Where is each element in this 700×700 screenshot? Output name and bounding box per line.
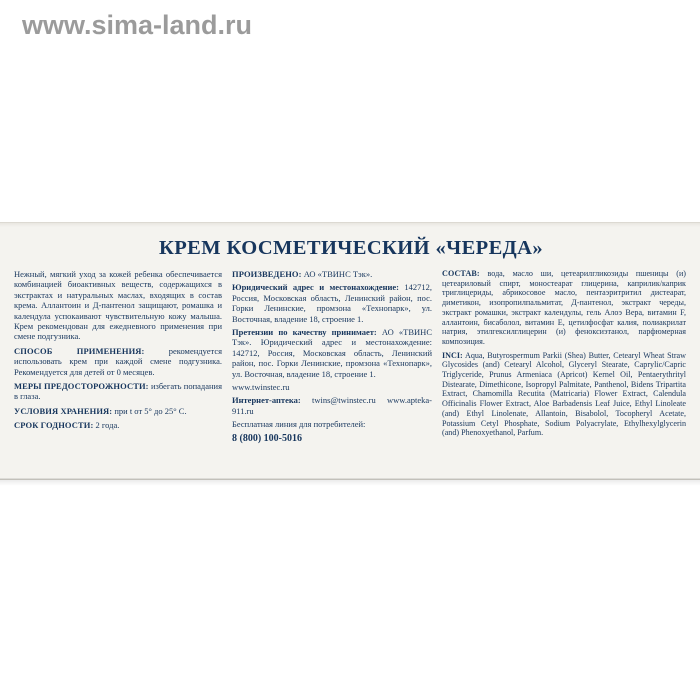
precautions-label: МЕРЫ ПРЕДОСТОРОЖНОСТИ: — [14, 381, 149, 392]
shelf-life-label: СРОК ГОДНОСТИ: — [14, 420, 94, 431]
intro-paragraph: Нежный, мягкий уход за кожей ребенка обеспечивается комбинацией биоактивных веществ, содержащихся в экстрактах и натуральных маслах, входящих в состав крема. Аллантоин и Д-пантенол защищают, ромашка и календула успокаивают чувствительную кожу малыша. Крем рекомендован для ежедневного применения при смене подгузника. — [14, 269, 222, 342]
usage-label: СПОСОБ ПРИМЕНЕНИЯ: — [14, 345, 145, 356]
manufacturer-paragraph — [232, 269, 432, 279]
label-bottom-shadow — [0, 478, 700, 486]
storage-paragraph — [14, 406, 222, 416]
inci-paragraph — [442, 351, 686, 438]
inci-label: INCI: — [442, 350, 463, 360]
label-column-composition — [442, 269, 686, 442]
website-text: www.twinstec.ru — [232, 382, 290, 393]
usage-paragraph — [14, 346, 222, 377]
composition-label: СОСТАВ: — [442, 269, 480, 278]
address-label: Юридический адрес и местонахождение: — [232, 282, 399, 293]
claims-paragraph — [232, 327, 432, 379]
address-paragraph — [232, 282, 432, 324]
label-column-manufacturer — [232, 269, 442, 445]
composition-paragraph — [442, 269, 686, 347]
label-column-description — [14, 269, 232, 435]
pharmacy-paragraph — [232, 395, 432, 416]
product-label-panel — [0, 222, 700, 480]
manufacturer-label: ПРОИЗВЕДЕНО: — [232, 269, 302, 279]
shelf-life-text: 2 года. — [93, 420, 120, 431]
manufacturer-text: АО «ТВИНС Тэк». — [301, 269, 373, 279]
hotline-label: Бесплатная линия для потребителей: — [232, 419, 366, 430]
usage-text: рекомендуется использовать крем при каждой смене подгузника. Рекомендуется для детей от 0 месяцев. — [14, 345, 222, 377]
claims-label: Претензии по качеству принимает: — [232, 327, 377, 338]
hotline-phone: 8 (800) 100-5016 — [232, 432, 302, 444]
address-text: 142712, Россия, Московская область, Ленинский район, пос. Горки Ленинские, промзона «Технопарк», ул. Восточная, владение 18, строение 1. — [232, 282, 433, 324]
composition-text: вода, масло ши, цетеарилгликозиды пшеницы (и) цетеариловый спирт, моностеарат глицерина, каприлик/каприк триглицериды, абрикосовое масло, пентаэритритил дистеарат, диметикон, изопропилпальмитат, Д-пантенол, экстракт череды, экстракт ромашки, экстракт календулы, гель Алоэ Вера, витамин F, аллантоин, бисаболол, витамин Е, цетилфосфат калия, полиакрилат натрия, этилгексилглицерин (и) феноксиэтанол, парфюмерная композиция. — [442, 269, 686, 346]
pharmacy-text: twins@twinstec.ru www.apteka-911.ru — [232, 395, 432, 416]
product-title: КРЕМ КОСМЕТИЧЕСКИЙ «ЧЕРЕДА» — [158, 237, 544, 259]
watermark-text: www.sima-land.ru — [22, 10, 253, 40]
inci-text: Aqua, Butyrospermum Parkii (Shea) Butter, Cetearyl Wheat Straw Glycosides (and) Cetearyl Alcohol, Glyceryl Stearate, Caprylic/Capric Triglyceride, Prunus Armeniaca (Apricot) Kernel Oil, Pentaerythrityl Distearate, Dimethicone, Isopropyl Palmitate, Panthenol, Bidens Tripartita Extract, Chamomilla Recutita (Matricaria) Flower Extract, Calendula Officinalis Flower Extract, Aloe Barbadensis Leaf Juice, Ethyl Linoleate (and) Ethyl Linolenate, Allantoin, Bisabolol, Tocopheryl Acetate, Potassium Cetyl Phosphate, Sodium Polyacrylate, Ethylhexylglycerin (and) Phenoxyethanol, Parfum. — [442, 350, 686, 438]
storage-text: при t от 5° до 25° С. — [112, 405, 187, 416]
label-columns — [14, 269, 688, 445]
shelf-life-paragraph — [14, 420, 222, 430]
claims-text: АО «ТВИНС Тэк». Юридический адрес и местонахождение: 142712, Россия, Московская область, Ленинский район, пос. Горки Ленинские, промзона «Технопарк», ул. Восточная, владение 18, строение 1. — [232, 327, 432, 379]
storage-label: УСЛОВИЯ ХРАНЕНИЯ: — [14, 405, 113, 416]
precautions-paragraph — [14, 381, 222, 402]
precautions-text: избегать попадания в глаза. — [14, 381, 222, 402]
pharmacy-label: Интернет-аптека: — [232, 395, 301, 406]
